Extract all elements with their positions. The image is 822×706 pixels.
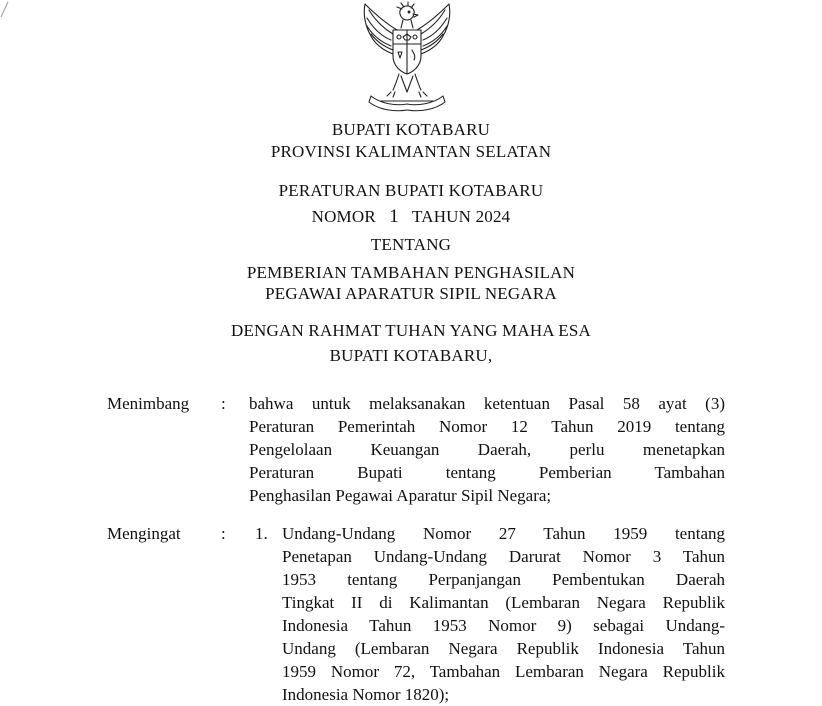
mengingat-colon: : <box>221 524 226 543</box>
mengingat-line: Indonesia Nomor 1820); <box>282 685 450 704</box>
issuer-province: PROVINSI KALIMANTAN SELATAN <box>270 142 552 161</box>
nomor-value: 1 <box>389 206 399 227</box>
menimbang-text <box>249 392 725 507</box>
menimbang-line: Pengelolaan Keuangan Daerah, perlu menetapkan <box>249 440 725 459</box>
preamble-line-1: DENGAN RAHMAT TUHAN YANG MAHA ESA <box>231 321 591 340</box>
tentang-heading: TENTANG <box>370 235 452 254</box>
issuer-title: BUPATI KOTABARU <box>331 120 491 139</box>
garuda-pancasila-emblem-icon <box>347 0 467 112</box>
menimbang-line: Penghasilan Pegawai Aparatur Sipil Negara; <box>249 486 552 505</box>
mengingat-item-number: 1. <box>255 524 268 543</box>
mengingat-line: 1959 Nomor 72, Tambahan Lembaran Negara Republik <box>282 662 725 681</box>
mengingat-line: Penetapan Undang-Undang Darurat Nomor 3 Tahun <box>282 547 725 566</box>
subject-line-1: PEMBERIAN TAMBAHAN PENGHASILAN <box>246 263 576 282</box>
menimbang-line: Peraturan Pemerintah Nomor 12 Tahun 2019 tentang <box>249 417 725 436</box>
mengingat-label: Mengingat <box>107 524 181 543</box>
menimbang-line: bahwa untuk melaksanakan ketentuan Pasal 58 ayat (3) <box>249 394 725 413</box>
regulation-number-line <box>0 205 822 228</box>
mengingat-item-text <box>282 522 725 706</box>
nomor-label: NOMOR <box>311 207 376 226</box>
menimbang-label: Menimbang <box>107 394 190 413</box>
scan-mark <box>0 0 14 18</box>
mengingat-line: Undang-Undang Nomor 27 Tahun 1959 tentang <box>282 524 725 543</box>
preamble-line-2: BUPATI KOTABARU, <box>329 346 493 365</box>
menimbang-line: Peraturan Bupati tentang Pemberian Tambahan <box>249 463 725 482</box>
regulation-title: PERATURAN BUPATI KOTABARU <box>278 181 544 200</box>
mengingat-line: 1953 tentang Perpanjangan Pembentukan Daerah <box>282 570 725 589</box>
mengingat-line: Undang (Lembaran Negara Republik Indonesia Tahun <box>282 639 725 658</box>
tahun-label: TAHUN 2024 <box>412 207 511 226</box>
subject-line-2: PEGAWAI APARATUR SIPIL NEGARA <box>265 284 557 303</box>
mengingat-line: Tingkat II di Kalimantan (Lembaran Negara Republik <box>282 593 725 612</box>
mengingat-line: Indonesia Tahun 1953 Nomor 9) sebagai Undang- <box>282 616 725 635</box>
menimbang-colon: : <box>221 394 226 413</box>
